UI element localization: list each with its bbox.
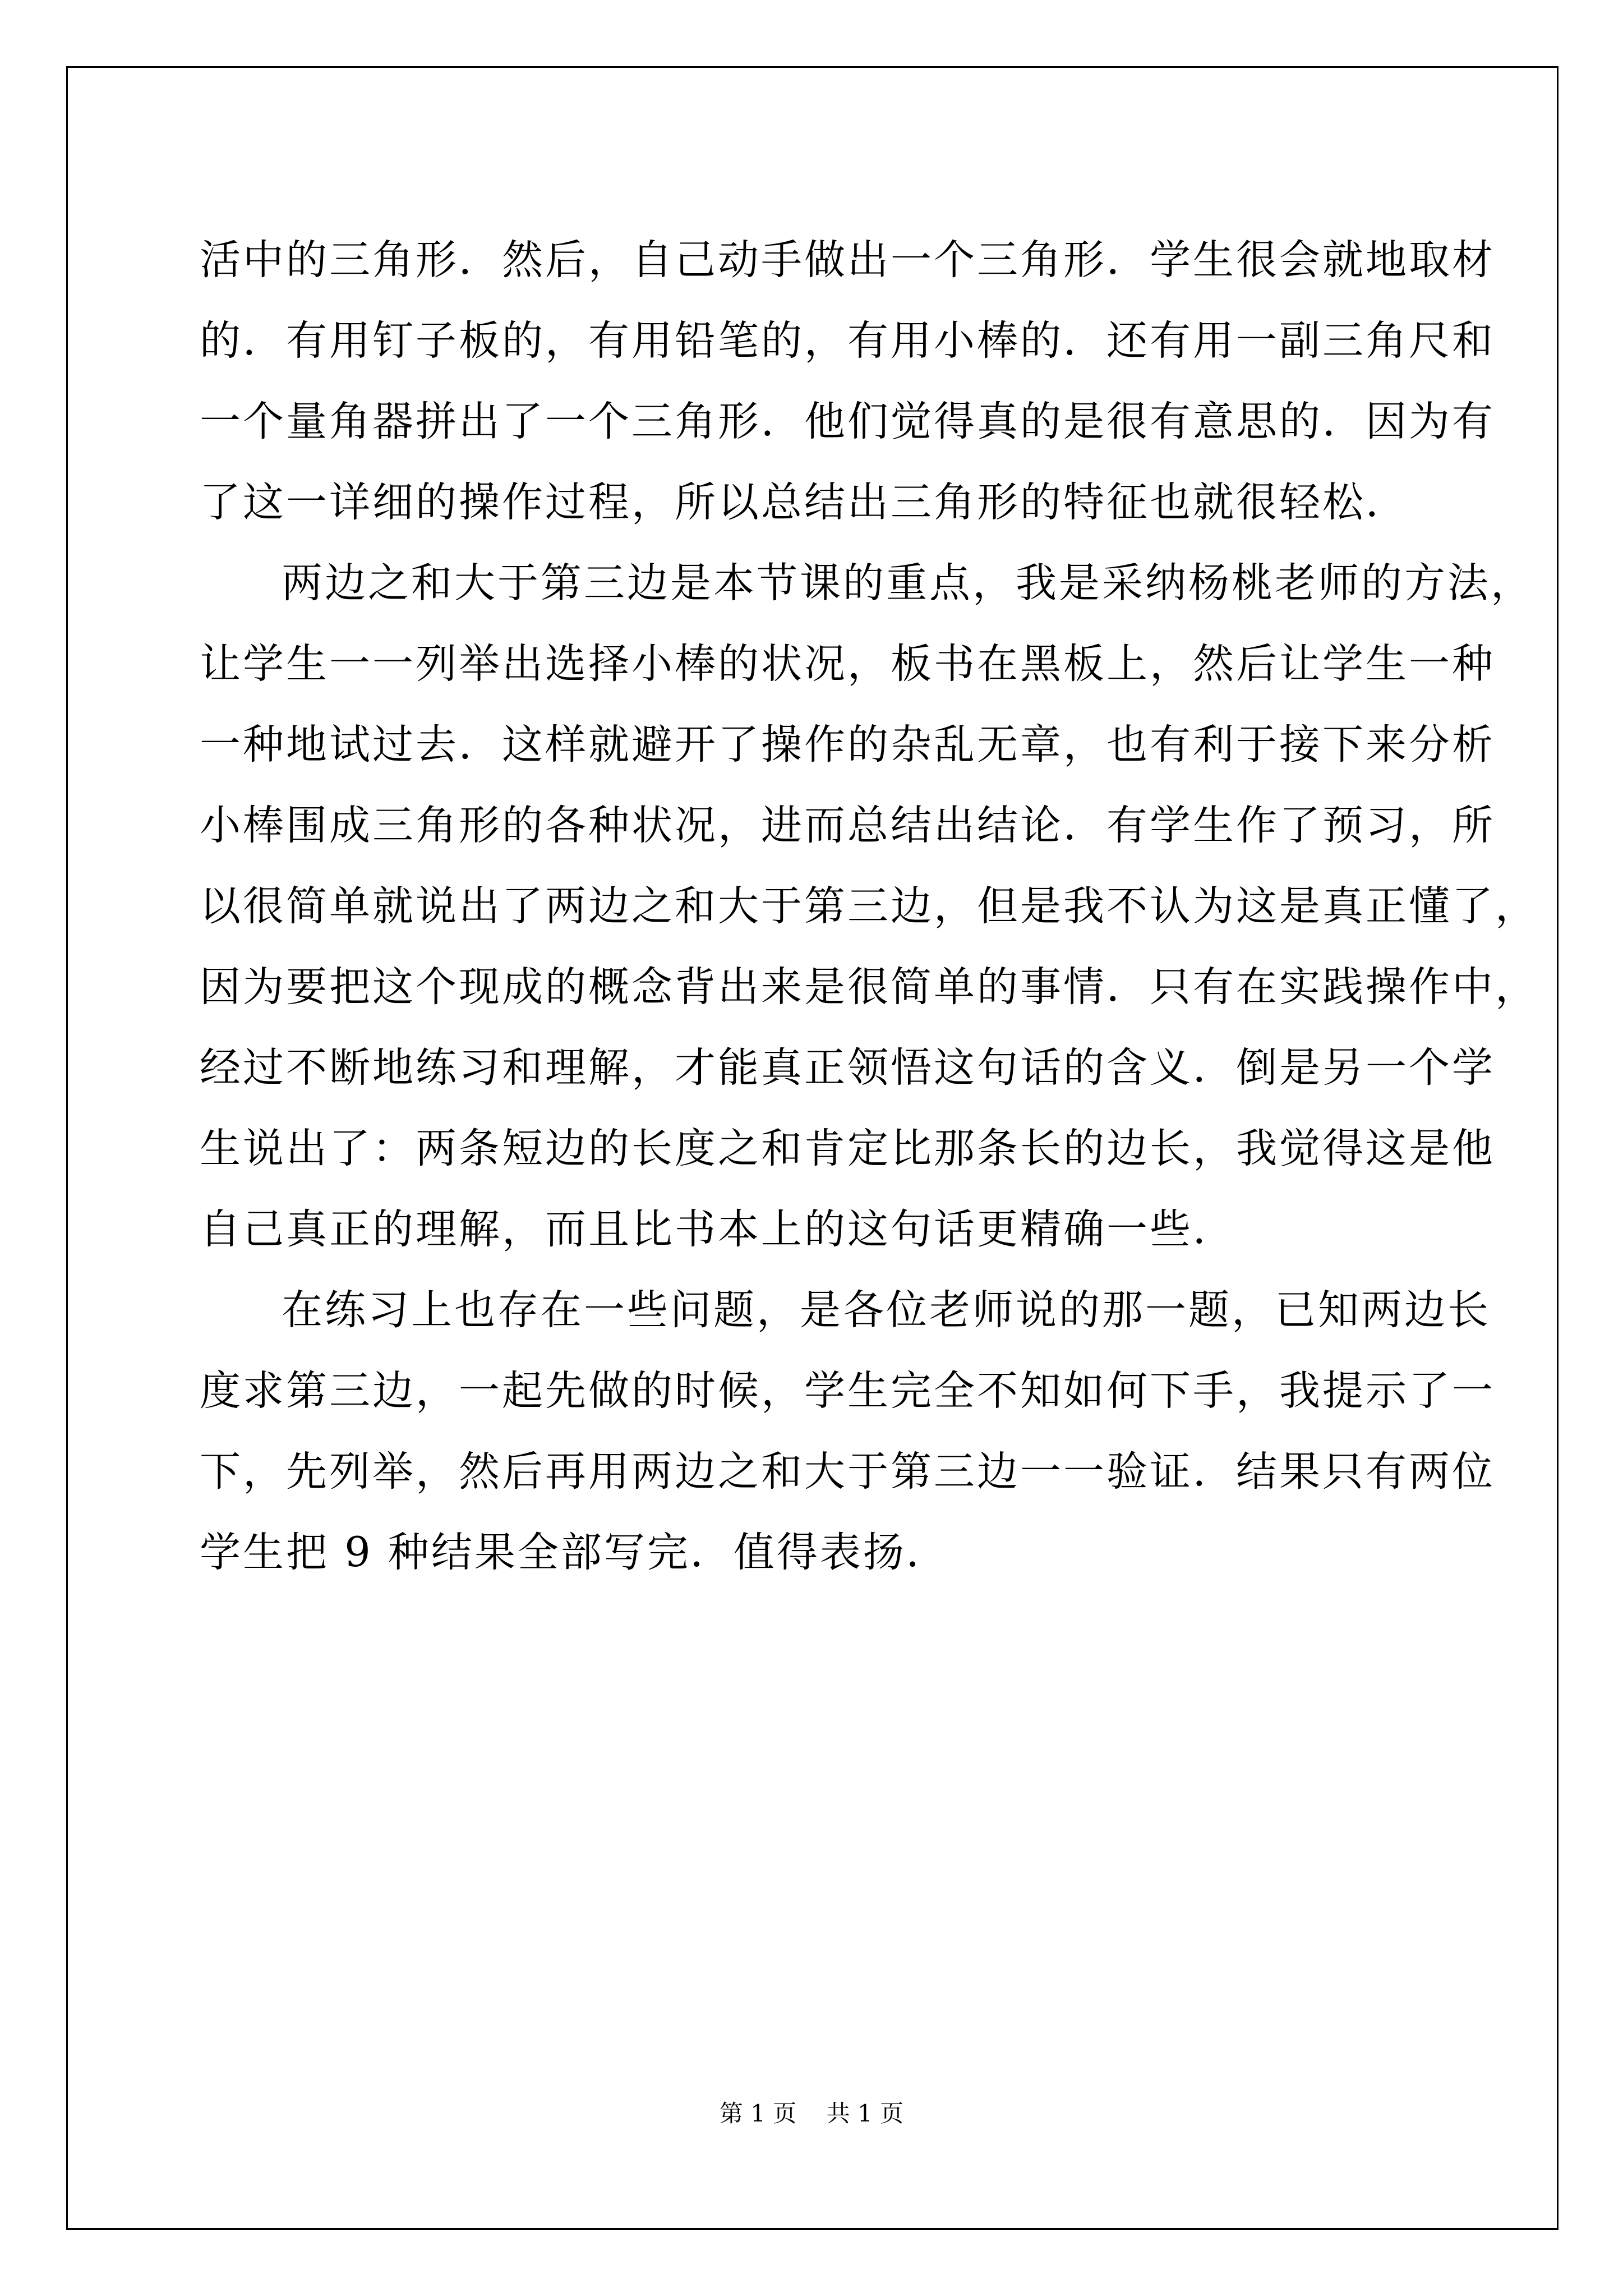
text-line: 小棒围成三角形的各种状况，进而总结出结论．有学生作了预习，所 — [200, 802, 1495, 849]
paragraph-first-line: 在练习上也存在一些问题，是各位老师说的那一题，已知两边长 — [282, 1286, 1491, 1334]
text-line: 让学生一一列举出选择小棒的状况，板书在黑板上，然后让学生一种 — [200, 640, 1495, 688]
text-line: 下，先列举，然后再用两边之和大于第三边一一验证．结果只有两位 — [200, 1448, 1495, 1496]
text-line: 一个量角器拼出了一个三角形．他们觉得真的是很有意思的．因为有 — [200, 398, 1495, 445]
document-body — [200, 220, 1538, 1593]
text-line: 活中的三角形．然后，自己动手做出一个三角形．学生很会就地取材 — [200, 236, 1495, 284]
text-line: 因为要把这个现成的概念背出来是很简单的事情．只有在实践操作中， — [200, 963, 1538, 1011]
page-number-footer: 第 1 页 共 1 页 — [719, 2100, 904, 2127]
text-line: 了这一详细的操作过程，所以总结出三角形的特征也就很轻松． — [200, 478, 1409, 526]
text-line: 自己真正的理解，而且比书本上的这句话更精确一些． — [200, 1205, 1236, 1253]
text-line: 学生把 9 种结果全部写完．值得表扬． — [200, 1529, 949, 1576]
text-line: 经过不断地练习和理解，才能真正领悟这句话的含义．倒是另一个学 — [200, 1044, 1495, 1092]
text-line: 生说出了：两条短边的长度之和肯定比那条长的边长，我觉得这是他 — [200, 1125, 1495, 1172]
text-line: 的．有用钉子板的，有用铅笔的，有用小棒的．还有用一副三角尺和 — [200, 317, 1495, 365]
text-line: 一种地试过去．这样就避开了操作的杂乱无章，也有利于接下来分析 — [200, 721, 1495, 769]
text-line: 以很简单就说出了两边之和大于第三边，但是我不认为这是真正懂了， — [200, 882, 1538, 930]
paragraph-first-line: 两边之和大于第三边是本节课的重点，我是采纳杨桃老师的方法， — [282, 559, 1534, 607]
text-line: 度求第三边，一起先做的时候，学生完全不知如何下手，我提示了一 — [200, 1367, 1495, 1415]
